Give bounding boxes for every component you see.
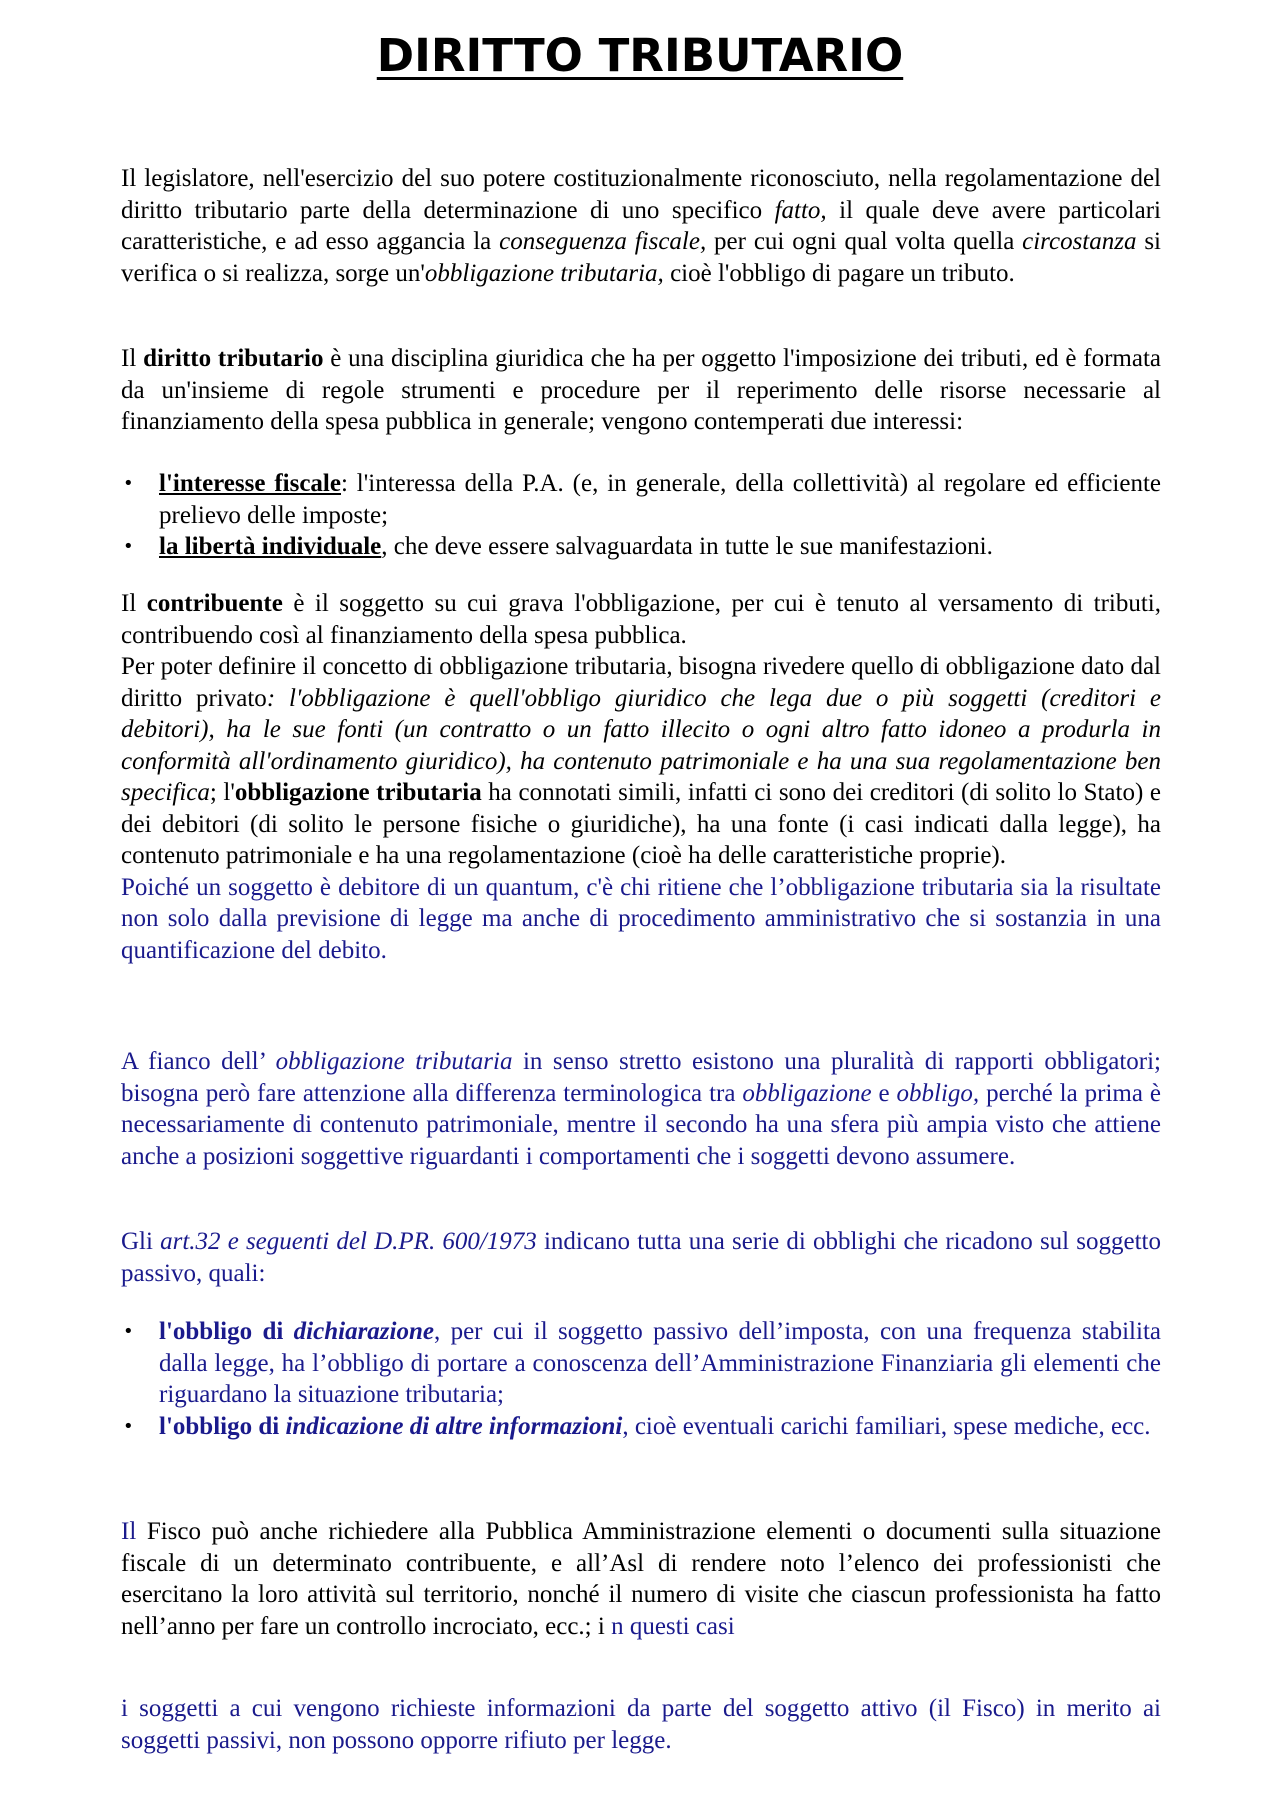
paragraph-contribuente [121,588,1161,966]
paragraph-art32 [121,1226,1161,1289]
term-fatto: fatto, [774,196,827,224]
term-circostanza: circostanza [1022,228,1137,255]
document-title: DIRITTO TRIBUTARIO [376,29,904,82]
text-run: ; l' [209,779,235,806]
term-dichiarazione: dichiarazione [293,1318,434,1345]
paragraph-fisco [121,1516,1161,1642]
text-run: l'obbligo di [159,1412,286,1440]
term-obbligazione-tributaria: obbligazione tributaria, [424,259,664,287]
text-run-blue: Poiché un soggetto è debitore di un quantum, c'è chi ritiene che l’obbligazione tributaria sia la risultate non solo dalla previsione di legge ma anche di procedimento amministrativo che si sostanzia in una quantificazione del debito. [121,873,1161,964]
text-run: A fianco dell’ [121,1048,276,1075]
text-run-blue: n questi casi [604,1612,735,1640]
text-run: Il [121,590,147,617]
list-item [121,1316,1161,1411]
text-run: è una disciplina giuridica che ha per oggetto l'imposizione dei tributi, ed è formata da un'insieme di regole strumenti e procedure per il reperimento delle risorse necessarie al finanziamento della spesa pubblica in generale; vengono contemperati due interessi: [121,345,1162,435]
paragraph-soggetti: i soggetti a cui vengono richieste informazioni da parte del soggetto attivo (il Fisco) in merito ai soggetti passivi, non possono opporre rifiuto per legge. [121,1695,1161,1754]
term-contribuente: contribuente [146,590,283,617]
paragraph-legislatore [121,163,1161,289]
term-obbligazione: obbligazione [742,1079,872,1107]
text-run: in senso stretto esistono una pluralità di rapporti obbligatori; bisogna però fare attenzione alla differenza terminologica tra [121,1048,1161,1107]
paragraph-a-fianco [121,1046,1161,1172]
text-run: è il soggetto su cui grava l'obbligazione, per cui è tenuto al versamento di tributi, contribuendo così al finanziamento della spesa pubblica. [121,590,1161,649]
text-run: : l'interessa della P.A. (e, in generale, della collettività) al regolare ed efficiente prelievo delle imposte; [159,470,1161,529]
definition-obbligazione: : l'obbligazione è quell'obbligo giuridico che lega due o più soggetti (creditori e debitori), ha le sue fonti (un contratto o un fatto illecito o ogni altro fatto idoneo a produrla in conformità all'ordinamento giuridico), ha contenuto patrimoniale e ha una sua regolamentazione ben specifica [121,684,1162,806]
list-item [121,531,1161,563]
term-liberta-individuale: la libertà individuale [159,533,382,560]
text-run: Il legislatore, nell'esercizio del suo potere costituzionalmente riconosciuto, nella regolamentazione del diritto tributario parte della determinazione di uno specifico [121,165,1161,224]
term-diritto-tributario: diritto tributario [143,345,324,372]
text-run: indicano tutta una serie di obblighi che ricadono sul soggetto passivo, quali: [121,1228,1162,1287]
text-run: il quale deve avere particolari caratteristiche, e ad esso aggancia la [121,196,1161,255]
text-run: , cioè eventuali carichi familiari, spese mediche, ecc. [622,1412,1151,1440]
term-conseguenza-fiscale: conseguenza fiscale, [499,228,707,255]
text-run: si verifica o si realizza, sorge un' [121,228,1161,287]
obblighi-list [121,1316,1161,1442]
text-run: ha connotati simili, infatti ci sono dei creditori (di solito lo Stato) e dei debitori (di solito le persone fisiche o giuridiche), ha una fonte (i casi indicati dalla legge), ha contenuto patrimoniale e ha una regolamentazione (cioè ha delle caratteristiche proprie). [121,779,1161,869]
text-run: , per cui il soggetto passivo dell’imposta, con una frequenza stabilita dalla legge, ha l’obbligo di portare a conoscenza dell’Amministrazione Finanziaria gli elementi che riguardano la situazione tributaria; [159,1318,1161,1408]
list-item [121,468,1161,531]
text-run: per cui ogni qual volta quella [706,228,1023,255]
paragraph-diritto-tributario [121,343,1161,438]
term-obbligo: obbligo, [896,1079,980,1107]
text-run: perché la prima è necessariamente di contenuto patrimoniale, mentre il secondo ha una sfera più ampia visto che attiene anche a posizioni soggettive riguardanti i comportamenti che i soggetti devono assumere. [121,1079,1161,1170]
text-run: e [871,1079,897,1107]
text-run: Fisco può anche richiedere alla Pubblica Amministrazione elementi o documenti sulla situazione fiscale di un determinato contribuente, e all’Asl di rendere noto l’elenco dei professionisti che esercitano la loro attività sul territorio, nonché il numero di visite che ciascun professionista ha fatto nell’anno per fare un controllo incrociato, ecc.; i [121,1518,1161,1640]
term-obbligazione-tributaria: obbligazione tributaria [234,779,482,806]
list-item [121,1411,1161,1443]
term-indicazione-altre-informazioni: indicazione di altre informazioni [285,1412,623,1440]
text-run-blue: Il [121,1518,137,1545]
text-run: Gli [121,1228,161,1255]
text-run: , che deve essere salvaguardata in tutte le sue manifestazioni. [381,533,993,560]
term-obbligazione-tributaria: obbligazione tributaria [275,1048,513,1075]
text-run: Il [121,345,144,372]
interessi-list [121,468,1161,563]
law-reference: art.32 e seguenti del D.PR. 600/1973 [160,1228,537,1255]
term-interesse-fiscale: l'interesse fiscale [159,470,341,497]
text-run: Per poter definire il concetto di obbligazione tributaria, bisogna rivedere quello di obbligazione dato dal diritto privato [121,653,1161,712]
text-run: l'obbligo di [159,1318,294,1345]
text-run: cioè l'obbligo di pagare un tributo. [663,259,1015,287]
